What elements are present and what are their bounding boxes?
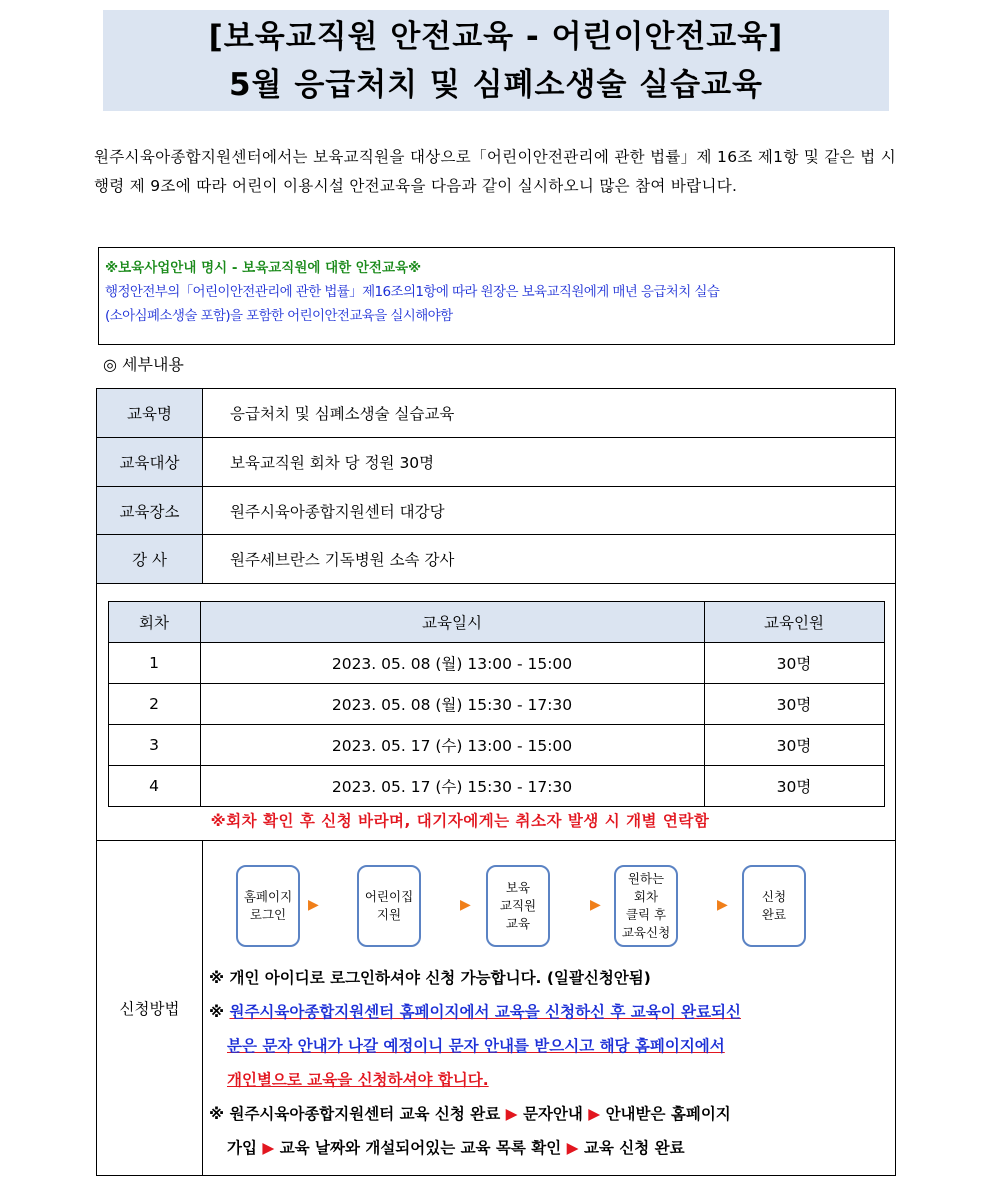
arrow-right-icon: ▶ bbox=[460, 897, 471, 913]
value-lecturer: 원주세브란스 기독병원 소속 강사 bbox=[203, 535, 896, 584]
step-staff-education: 보육 교직원 교육 bbox=[486, 865, 550, 947]
detail-table bbox=[96, 388, 896, 1176]
notice-line1: 행정안전부의「어린이안전관리에 관한 법률」제16조의1항에 따라 원장은 보육교직원에게 매년 응급처치 실습 bbox=[105, 284, 720, 300]
apply-note3-d: 가입 bbox=[227, 1139, 257, 1157]
value-edu-name: 응급처치 및 심폐소생술 실습교육 bbox=[203, 389, 896, 438]
apply-note3-cont bbox=[209, 1131, 895, 1165]
schedule-row bbox=[108, 684, 884, 725]
label-edu-target: 교육대상 bbox=[97, 438, 203, 487]
schedule-datetime: 2023. 05. 17 (수) 15:30 - 17:30 bbox=[200, 766, 704, 807]
notice-line2: (소아심폐소생술 포함)을 포함한 어린이안전교육을 실시해야함 bbox=[105, 308, 453, 324]
apply-note3-a: ※ 원주시육아종합지원센터 교육 신청 완료 bbox=[209, 1105, 501, 1123]
apply-cell bbox=[203, 841, 896, 1176]
schedule-count: 30명 bbox=[704, 643, 884, 684]
step-homepage-login: 홈페이지 로그인 bbox=[236, 865, 300, 947]
notice-heading: ※보육사업안내 명시 - 보육교직원에 대한 안전교육※ bbox=[105, 260, 422, 276]
schedule-datetime: 2023. 05. 17 (수) 13:00 - 15:00 bbox=[200, 725, 704, 766]
section-title: ◎ 세부내용 bbox=[103, 355, 184, 374]
arrow-right-icon: ▶ bbox=[590, 897, 601, 913]
arrow-right-icon: ▶ bbox=[308, 897, 319, 913]
label-edu-place: 교육장소 bbox=[97, 487, 203, 535]
apply-note2-mark: ※ bbox=[209, 1003, 225, 1021]
value-edu-target: 보육교직원 회차 당 정원 30명 bbox=[203, 438, 896, 487]
apply-note2-cont bbox=[209, 1063, 895, 1097]
schedule-row bbox=[108, 766, 884, 807]
page-title-line2: 5월 응급처치 및 심폐소생술 실습교육 bbox=[229, 67, 763, 103]
step-select-round: 원하는 회차 클릭 후 교육신청 bbox=[614, 865, 678, 947]
schedule-row bbox=[108, 725, 884, 766]
schedule-header-count: 교육인원 bbox=[704, 602, 884, 643]
apply-note2-line3: 개인별으로 교육을 신청하셔야 합니다. bbox=[227, 1071, 489, 1089]
schedule-round: 3 bbox=[108, 725, 200, 766]
schedule-round: 4 bbox=[108, 766, 200, 807]
schedule-note: ※회차 확인 후 신청 바라며, 대기자에게는 취소자 발생 시 개별 연락함 bbox=[210, 812, 710, 830]
step-daycare-support: 어린이집 지원 bbox=[357, 865, 421, 947]
schedule-round: 1 bbox=[108, 643, 200, 684]
schedule-round: 2 bbox=[108, 684, 200, 725]
step-apply-complete: 신청 완료 bbox=[742, 865, 806, 947]
apply-note2 bbox=[209, 995, 895, 1029]
schedule-count: 30명 bbox=[704, 684, 884, 725]
label-edu-name: 교육명 bbox=[97, 389, 203, 438]
schedule-header-round: 회차 bbox=[108, 602, 200, 643]
schedule-datetime: 2023. 05. 08 (월) 15:30 - 17:30 bbox=[200, 684, 704, 725]
apply-note2-cont bbox=[209, 1029, 895, 1063]
schedule-header-datetime: 교육일시 bbox=[200, 602, 704, 643]
value-edu-place: 원주시육아종합지원센터 대강당 bbox=[203, 487, 896, 535]
notice-box bbox=[98, 247, 895, 345]
arrow-right-icon: ▶ bbox=[566, 1139, 579, 1157]
schedule-datetime: 2023. 05. 08 (월) 13:00 - 15:00 bbox=[200, 643, 704, 684]
apply-flow bbox=[203, 841, 895, 961]
label-apply: 신청방법 bbox=[97, 841, 203, 1176]
intro-paragraph: 원주시육아종합지원센터에서는 보육교직원을 대상으로「어린이안전관리에 관한 법률」제 16조 제1항 및 같은 법 시행령 제 9조에 따라 어린이 이용시설 안전교육을 다음과 같이 실시하오니 많은 참여 바랍니다. bbox=[94, 148, 896, 195]
schedule-table bbox=[108, 601, 885, 807]
arrow-right-icon: ▶ bbox=[262, 1139, 275, 1157]
apply-note3 bbox=[209, 1097, 895, 1131]
schedule-count: 30명 bbox=[704, 725, 884, 766]
page-title-line1: [보육교직원 안전교육 - 어린이안전교육] bbox=[208, 19, 784, 55]
apply-notes bbox=[203, 961, 895, 1175]
arrow-right-icon: ▶ bbox=[588, 1105, 601, 1123]
apply-note2-line2: 분은 문자 안내가 나갈 예정이니 문자 안내를 받으시고 해당 홈페이지에서 bbox=[227, 1037, 725, 1055]
apply-note3-e: 교육 날짜와 개설되어있는 교육 목록 확인 bbox=[279, 1139, 562, 1157]
apply-note3-c: 안내받은 홈페이지 bbox=[605, 1105, 731, 1123]
schedule-row bbox=[108, 643, 884, 684]
apply-note1: ※ 개인 아이디로 로그인하셔야 신청 가능합니다. (일괄신청안됨) bbox=[209, 969, 651, 987]
schedule-cell bbox=[97, 584, 896, 841]
schedule-count: 30명 bbox=[704, 766, 884, 807]
arrow-right-icon: ▶ bbox=[717, 897, 728, 913]
arrow-right-icon: ▶ bbox=[505, 1105, 518, 1123]
label-lecturer: 강 사 bbox=[97, 535, 203, 584]
page-title-banner bbox=[103, 10, 889, 111]
apply-note3-b: 문자안내 bbox=[522, 1105, 583, 1123]
apply-note3-f: 교육 신청 완료 bbox=[583, 1139, 685, 1157]
apply-note2-line1: 원주시육아종합지원센터 홈페이지에서 교육을 신청하신 후 교육이 완료되신 bbox=[229, 1003, 741, 1021]
